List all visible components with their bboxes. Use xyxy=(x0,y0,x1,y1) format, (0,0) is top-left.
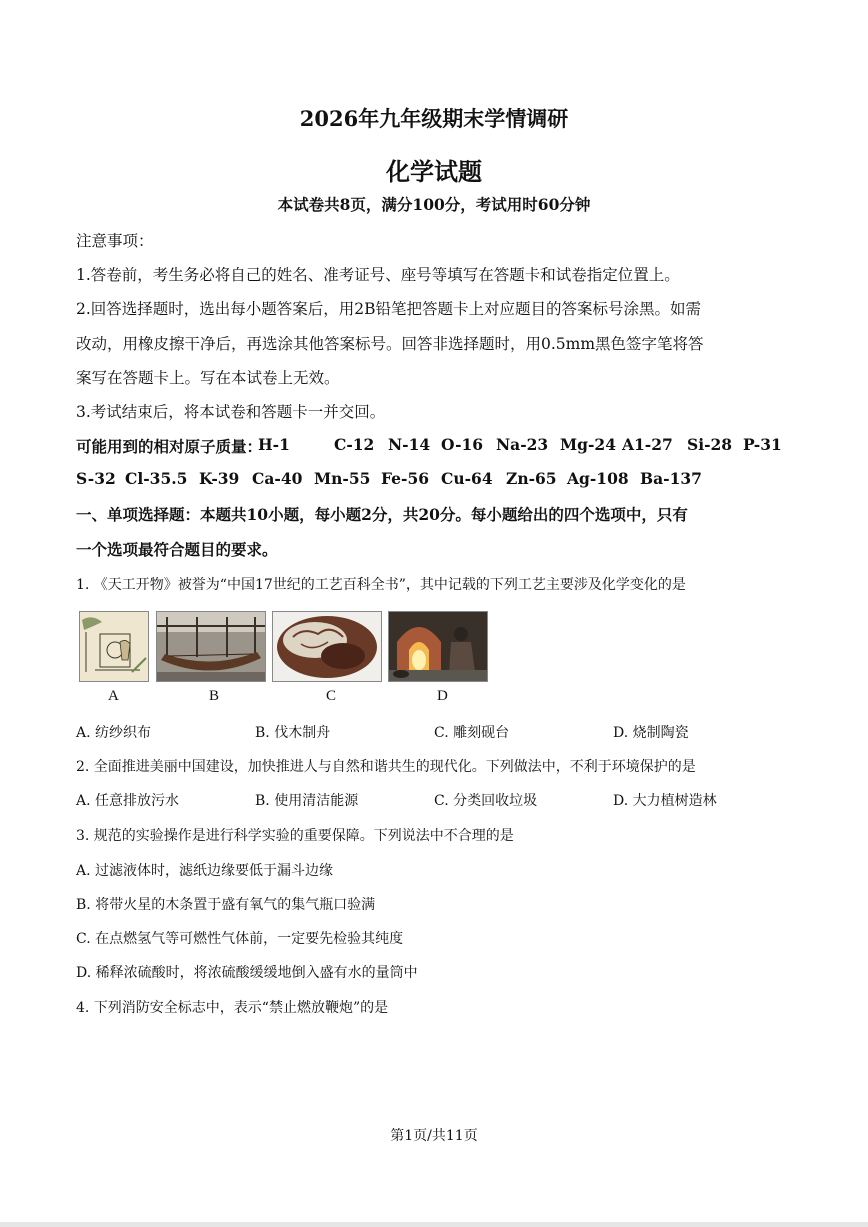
question-1-image-label-c: C xyxy=(326,688,337,704)
section-1-heading: 一、单项选择题：本题共10小题，每小题2分，共20分。每小题给出的四个选项中，只有 xyxy=(76,505,688,524)
atomic-mass-item: Mg-24 xyxy=(560,435,616,454)
notice-item-3: 3.考试结束后，将本试卷和答题卡一并交回。 xyxy=(76,403,386,421)
question-4-stem: 4. 下列消防安全标志中，表示“禁止燃放鞭炮”的是 xyxy=(76,1000,389,1016)
question-1-image-label-b: B xyxy=(209,688,220,704)
question-1-option-d[interactable]: D. 烧制陶瓷 xyxy=(613,725,689,741)
atomic-mass-item: S-32 xyxy=(76,469,116,488)
question-2-stem: 2. 全面推进美丽中国建设，加快推进人与自然和谐共生的现代化。下列做法中，不利于环境保护的是 xyxy=(76,759,696,775)
atomic-mass-item: Cl-35.5 xyxy=(125,469,188,488)
question-3-option-b[interactable]: B. 将带火星的木条置于盛有氧气的集气瓶口验满 xyxy=(76,897,376,913)
atomic-mass-label: 可能用到的相对原子质量： xyxy=(76,437,263,456)
atomic-mass-item: Ba-137 xyxy=(640,469,702,488)
question-2-option-d[interactable]: D. 大力植树造林 xyxy=(613,793,717,809)
question-2-option-a[interactable]: A. 任意排放污水 xyxy=(76,793,180,809)
question-3-option-c[interactable]: C. 在点燃氢气等可燃性气体前，一定要先检验其纯度 xyxy=(76,931,404,947)
question-1-stem: 1. 《天工开物》被誉为“中国17世纪的工艺百科全书”，其中记载的下列工艺主要涉及化学变化的是 xyxy=(76,577,686,593)
notice-item-2-line-3: 案写在答题卡上。写在本试卷上无效。 xyxy=(76,369,340,387)
atomic-mass-item: Mn-55 xyxy=(314,469,371,488)
question-1-image-d xyxy=(388,611,488,682)
notice-item-2-line-2: 改动，用橡皮擦干净后，再选涂其他答案标号。回答非选择题时，用0.5mm黑色签字笔将答 xyxy=(76,335,704,353)
question-1-image-label-a: A xyxy=(108,688,119,704)
question-3-stem: 3. 规范的实验操作是进行科学实验的重要保障。下列说法中不合理的是 xyxy=(76,828,514,844)
atomic-mass-row-2 xyxy=(76,469,796,491)
notice-item-2-line-1: 2.回答选择题时，选出每小题答案后，用2B铅笔把答题卡上对应题目的答案标号涂黑。如需 xyxy=(76,300,702,318)
page-edge xyxy=(0,1222,868,1227)
question-1-image-c xyxy=(272,611,382,682)
atomic-mass-item: Zn-65 xyxy=(506,469,557,488)
atomic-mass-item: C-12 xyxy=(334,435,375,454)
question-3-option-d[interactable]: D. 稀释浓硫酸时，将浓硫酸缓缓地倒入盛有水的量筒中 xyxy=(76,965,418,981)
question-2-option-c[interactable]: C. 分类回收垃圾 xyxy=(434,793,538,809)
atomic-mass-item: N-14 xyxy=(388,435,431,454)
atomic-mass-item: Cu-64 xyxy=(441,469,493,488)
question-1-option-c[interactable]: C. 雕刻砚台 xyxy=(434,725,510,741)
atomic-mass-item: A1-27 xyxy=(622,435,673,454)
question-1-option-a[interactable]: A. 纺纱织布 xyxy=(76,725,152,741)
atomic-mass-item: K-39 xyxy=(199,469,240,488)
exam-title: 2026年九年级期末学情调研 xyxy=(299,106,569,131)
question-1-image-label-d: D xyxy=(437,688,448,704)
notice-item-1: 1.答卷前，考生务必将自己的姓名、准考证号、座号等填写在答题卡和试卷指定位置上。 xyxy=(76,266,680,284)
atomic-mass-item: P-31 xyxy=(743,435,782,454)
atomic-mass-row-1 xyxy=(76,435,796,457)
atomic-mass-item: O-16 xyxy=(441,435,484,454)
exam-info: 本试卷共8页，满分100分，考试用时60分钟 xyxy=(277,195,591,214)
atomic-mass-item: Si-28 xyxy=(687,435,733,454)
atomic-mass-item: Ca-40 xyxy=(252,469,303,488)
subject-title: 化学试题 xyxy=(386,157,482,186)
question-2-option-b[interactable]: B. 使用清洁能源 xyxy=(255,793,359,809)
question-1-image-a xyxy=(79,611,149,682)
atomic-mass-item: H-1 xyxy=(258,435,290,454)
question-3-option-a[interactable]: A. 过滤液体时，滤纸边缘要低于漏斗边缘 xyxy=(76,863,334,879)
page-number: 第1页/共11页 xyxy=(390,1128,478,1144)
notice-heading: 注意事项： xyxy=(76,232,154,250)
atomic-mass-item: Fe-56 xyxy=(381,469,430,488)
atomic-mass-item: Ag-108 xyxy=(567,469,629,488)
atomic-mass-item: Na-23 xyxy=(496,435,549,454)
question-1-image-b xyxy=(156,611,266,682)
question-1-option-b[interactable]: B. 伐木制舟 xyxy=(255,725,331,741)
section-1-heading-cont: 一个选项最符合题目的要求。 xyxy=(76,540,278,559)
